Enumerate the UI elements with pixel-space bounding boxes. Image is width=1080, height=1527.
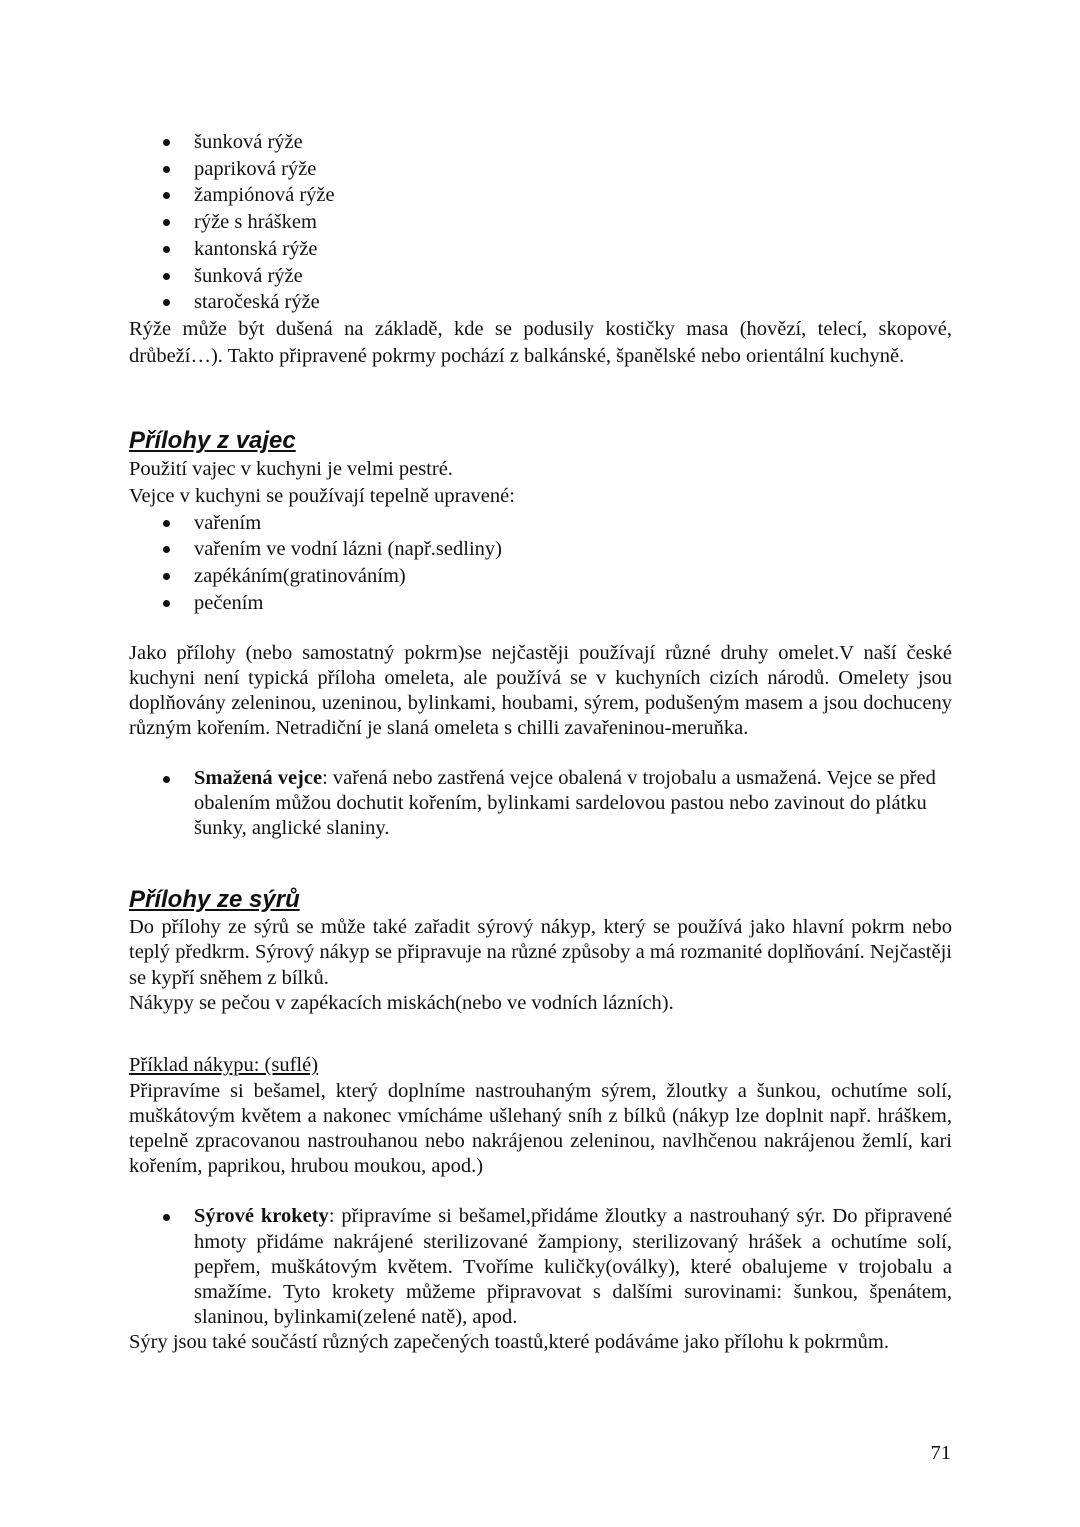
list-item: pečením bbox=[129, 590, 952, 617]
list-item bbox=[129, 766, 942, 842]
list-item: zapékáním(gratinováním) bbox=[129, 563, 952, 590]
rice-paragraph: Rýže může být dušená na základě, kde se podusily kostičky masa (hovězí, telecí, skopové, drůbeží…). Takto připravené pokrmy pochází z balkánské, španělské nebo orientální kuchyně. bbox=[129, 317, 952, 367]
cheese-paragraph-1: Do přílohy ze sýrů se může také zařadit sýrový nákyp, který se používá jako hlavní pokrm nebo teplý předkrm. Sýrový nákyp se připravuje na různé způsoby a má rozmanité doplňování. Nejčastěji se kypří sněhem z bílků. bbox=[129, 915, 952, 989]
list-item bbox=[129, 1204, 952, 1330]
fried-eggs-list bbox=[129, 766, 942, 842]
eggs-intro-line-2: Vejce v kuchyni se používají tepelně upravené: bbox=[129, 485, 515, 508]
eggs-intro-line-1: Použití vajec v kuchyni je velmi pestré. bbox=[129, 458, 453, 481]
list-item: vařením bbox=[129, 510, 952, 537]
page-number: 71 bbox=[930, 1442, 951, 1464]
rice-list bbox=[129, 129, 952, 316]
list-item: šunková rýže bbox=[129, 129, 952, 156]
cheese-heading: Přílohy ze sýrů bbox=[129, 885, 300, 913]
cheese-final-line: Sýry jsou také součástí různých zapečených toastů,které podáváme jako přílohu k pokrmům. bbox=[129, 1331, 889, 1354]
eggs-heading: Přílohy z vajec bbox=[129, 427, 296, 455]
eggs-methods-list bbox=[129, 510, 952, 617]
list-item: vařením ve vodní lázni (např.sedliny) bbox=[129, 536, 952, 563]
fried-eggs-text: : vařená nebo zastřená vejce obalená v trojobalu a usmažená. Vejce se před obalením můžou dochutit kořením, bylinkami sardelovou pastou nebo zavinout do plátku šunky, anglické slaniny. bbox=[194, 766, 936, 840]
example-title bbox=[129, 1053, 952, 1079]
fried-eggs-term: Smažená vejce bbox=[194, 766, 323, 789]
example-text: Připravíme si bešamel, který doplníme nastrouhaným sýrem, žloutky a šunkou, ochutíme solí, muškátovým květem a nakonec vmícháme ušlehaný sníh z bílků (nákyp lze doplnit např. hráškem, tepelně zpracovanou nastrouhanou nebo nakrájenou zeleninou, navlhčenou nakrájenou žemlí, kari kořením, paprikou, hrubou moukou, apod.) bbox=[129, 1079, 952, 1178]
list-item: žampiónová rýže bbox=[129, 182, 952, 209]
page-content bbox=[129, 129, 952, 1356]
croquettes-term: Sýrové krokety bbox=[194, 1205, 329, 1228]
croquettes-list bbox=[129, 1204, 952, 1330]
eggs-paragraph: Jako přílohy (nebo samostatný pokrm)se nejčastěji používají různé druhy omelet.V naší české kuchyni není typická příloha omeleta, ale používá se v kuchyních cizích národů. Omelety jsou doplňovány zeleninou, uzeninou, bylinkami, houbami, sýrem, podušeným masem a jsou dochuceny různým kořením. Netradiční je slaná omeleta s chilli zavařeninou-meruňka. bbox=[129, 641, 952, 740]
list-item: rýže s hráškem bbox=[129, 209, 952, 236]
list-item: kantonská rýže bbox=[129, 236, 952, 263]
cheese-paragraph-2: Nákypy se pečou v zapékacích miskách(nebo ve vodních lázních). bbox=[129, 992, 674, 1015]
example-title-text: Příklad nákypu: (suflé) bbox=[129, 1054, 319, 1076]
list-item: papriková rýže bbox=[129, 156, 952, 183]
list-item: šunková rýže bbox=[129, 263, 952, 290]
list-item: staročeská rýže bbox=[129, 289, 952, 316]
croquettes-text: : připravíme si bešamel,přidáme žloutky a nastrouhaný sýr. Do připravené hmoty přidáme nakrájené sterilizované žampiony, sterilizovaný hrášek a ochutíme solí, pepřem, muškátovým květem. Tvoříme kuličky(oválky), které obalujeme v trojobalu a smažíme. Tyto krokety můžeme připravovat s dalšími surovinami: šunkou, špenátem, slaninou, bylinkami(zelené natě), apod. bbox=[194, 1205, 952, 1329]
